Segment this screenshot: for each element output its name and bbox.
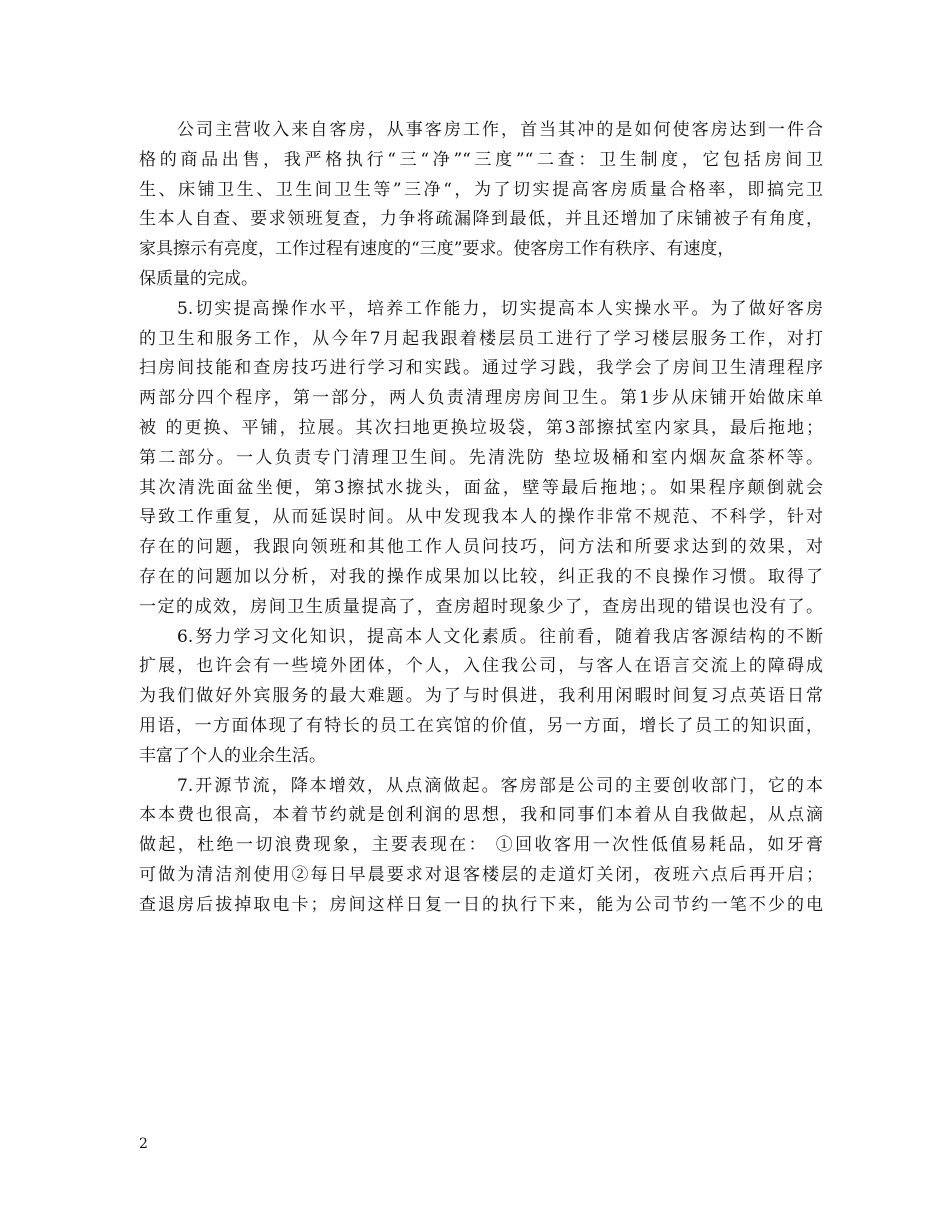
- text-line: 用语，一方面体现了有特长的员工在宾馆的价值，另一方面，增长了员工的知识面，: [139, 715, 823, 736]
- text-line: 保质量的完成。: [139, 268, 258, 289]
- text-line: 为我们做好外宾服务的最大难题。为了与时俱进，我利用闲暇时间复习点英语日常: [139, 686, 823, 707]
- text-line: 扫房间技能和查房技巧进行学习和实践。通过学习践，我学会了房间卫生清理程序: [139, 358, 823, 379]
- text-line: 查退房后拔掉取电卡；房间这样日复一日的执行下来，能为公司节约一笔不少的电: [139, 894, 823, 915]
- text-line: 一定的成效，房间卫生质量提高了，查房超时现象少了，查房出现的错误也没有了。: [139, 596, 823, 617]
- text-line: 5.切实提高操作水平，培养工作能力，切实提高本人实操水平。为了做好客房: [177, 298, 823, 319]
- text-line: 存在的问题加以分析，对我的操作成果加以比较，纠正我的不良操作习惯。取得了: [139, 566, 823, 587]
- text-line: 生、床铺卫生、卫生间卫生等”三净“，为了切实提高客房质量合格率，即搞完卫: [139, 179, 823, 200]
- text-line: 格的商品出售，我严格执行“三“净”“三度”“二查：卫生制度，它包括房间卫: [139, 149, 823, 170]
- text-line: 的卫生和服务工作，从今年7月起我跟着楼层员工进行了学习楼层服务工作，对打: [139, 328, 823, 349]
- text-line: 导致工作重复，从而延误时间。从中发现我本人的操作非常不规范、不科学，针对: [139, 507, 823, 528]
- text-line: 做起，杜绝一切浪费现象，主要表现在： ①回收客用一次性低值易耗品，如牙膏: [139, 835, 823, 856]
- text-line: 可做为清洁剂使用②每日早晨要求对退客楼层的走道灯关闭，夜班六点后再开启；: [139, 864, 823, 885]
- text-line: 6.努力学习文化知识，提高本人文化素质。往前看，随着我店客源结构的不断: [177, 626, 823, 647]
- text-line: 家具擦示有亮度，工作过程有速度的“三度”要求。使客房工作有秩序、有速度，: [139, 239, 735, 260]
- text-line: 其次清洗面盆坐便，第3擦拭水拢头，面盆，壁等最后拖地；。如果程序颠倒就会: [139, 477, 823, 498]
- text-line: 扩展，也许会有一些境外团体，个人，入住我公司，与客人在语言交流上的障碍成: [139, 656, 823, 677]
- text-line: 本本费也很高，本着节约就是创利润的思想，我和同事们本着从自我做起，从点滴: [139, 805, 823, 826]
- text-line: 两部分四个程序，第一部分，两人负责清理房房间卫生。第1步从床铺开始做床单: [139, 388, 823, 409]
- text-line: 第二部分。一人负责专门清理卫生间。先清洗防 垫垃圾桶和室内烟灰盒茶杯等。: [139, 447, 823, 468]
- text-line: 被 的更换、平铺，拉展。其次扫地更换垃圾袋，第3部擦拭室内家具，最后拖地；: [139, 417, 823, 438]
- text-line: 存在的问题，我跟向领班和其他工作人员问技巧，问方法和所要求达到的效果，对: [139, 537, 823, 558]
- text-line: 7.开源节流，降本增效，从点滴做起。客房部是公司的主要创收部门，它的本: [177, 775, 823, 796]
- page-number: 2: [139, 1136, 148, 1152]
- text-line: 生本人自查、要求领班复查，力争将疏漏降到最低，并且还增加了床铺被子有角度，: [139, 209, 823, 230]
- body-text: [139, 116, 823, 921]
- text-line: 公司主营收入来自客房，从事客房工作，首当其冲的是如何使客房达到一件合: [177, 120, 823, 140]
- text-line: 丰富了个人的业余生活。: [139, 745, 326, 766]
